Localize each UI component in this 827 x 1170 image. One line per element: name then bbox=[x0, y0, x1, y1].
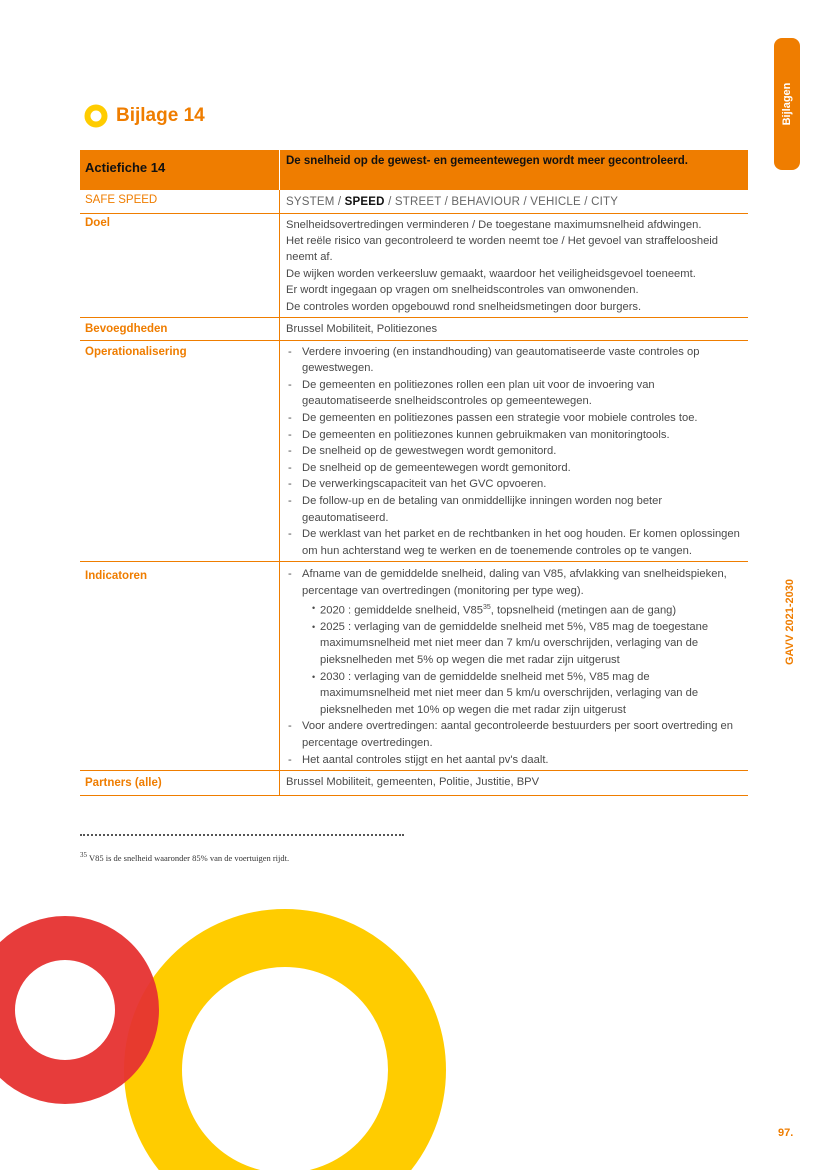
red-ring bbox=[0, 938, 137, 1082]
section-tab-label: Bijlagen bbox=[781, 82, 793, 126]
list-item: - Het aantal controles stijgt en het aantal pv's daalt. bbox=[286, 752, 742, 769]
list-item: - Verdere invoering (en instandhouding) van geautomatiseerde vaste controles op gewestwegen. bbox=[286, 344, 742, 377]
page-number: 97. bbox=[778, 1127, 794, 1139]
bevoegdheden-value: Brussel Mobiliteit, Politiezones bbox=[279, 318, 748, 340]
action-sheet-table bbox=[80, 150, 748, 796]
list-item: - De follow-up en de betaling van onmiddellijke inningen worden nog beter geautomatiseerd. bbox=[286, 493, 742, 526]
partners-label: Partners (alle) bbox=[85, 777, 162, 790]
partners-row bbox=[80, 771, 748, 796]
operationalisering-value bbox=[279, 341, 748, 562]
indicator-2020: 2020 : gemiddelde snelheid, V85 bbox=[320, 604, 483, 617]
indicator-main: - Afname van de gemiddelde snelheid, daling van V85, afvlakking van snelheidspieken, percentage van overtredingen (monitoring per type weg). bbox=[302, 568, 727, 597]
theme-list bbox=[279, 190, 748, 213]
action-sheet-number: Actiefiche 14 bbox=[85, 160, 166, 175]
operationalisering-label: Operationalisering bbox=[85, 345, 187, 358]
operationalisering-row bbox=[80, 341, 748, 563]
footnote bbox=[80, 851, 289, 863]
list-item: - De snelheid op de gewestwegen wordt gemonitord. bbox=[286, 443, 742, 460]
list-item: - De snelheid op de gemeentewegen wordt gemonitord. bbox=[286, 460, 742, 477]
bevoegdheden-row bbox=[80, 318, 748, 341]
doel-line: Er wordt ingegaan op vragen om snelheidscontroles van omwonenden. bbox=[286, 284, 639, 297]
table-header-row bbox=[80, 150, 748, 190]
indicatoren-value bbox=[279, 562, 748, 770]
footnote-ref[interactable]: 35 bbox=[482, 603, 491, 611]
theme-system: SYSTEM / bbox=[286, 196, 345, 208]
theme-speed-active: SPEED bbox=[344, 196, 385, 208]
list-item: - De gemeenten en politiezones passen een strategie voor mobiele controles toe. bbox=[286, 410, 742, 427]
footnote-divider bbox=[80, 834, 404, 836]
indicatoren-row bbox=[80, 562, 748, 771]
footnote-number: 35 bbox=[80, 851, 87, 859]
list-item: - De gemeenten en politiezones kunnen gebruikmaken van monitoringtools. bbox=[286, 427, 742, 444]
decorative-rings bbox=[0, 900, 460, 1170]
footnote-text: V85 is de snelheid waaronder 85% van de voertuigen rijdt. bbox=[87, 852, 290, 863]
page-title: Bijlage 14 bbox=[116, 105, 205, 126]
doel-line: Het reële risico van gecontroleerd te worden neemt toe / Het gevoel van straffeloosheid neemt af. bbox=[286, 235, 719, 264]
safe-label: SAFE SPEED bbox=[85, 194, 158, 206]
doel-row bbox=[80, 214, 748, 318]
list-item: • 2030 : verlaging van de gemiddelde snelheid met 5%, V85 mag de maximumsnelheid met niet meer dan 5 km/u overschrijden, verlaging van de pieksnelheden met 10% op wegen die met radar zijn uitgerust bbox=[312, 669, 742, 719]
partners-value: Brussel Mobiliteit, gemeenten, Politie, Justitie, BPV bbox=[279, 771, 748, 795]
plan-label: GAVV 2021-2030 bbox=[784, 578, 796, 666]
doel-line: De controles worden opgebouwd rond snelheidsmetingen door burgers. bbox=[286, 300, 642, 313]
list-item: - Voor andere overtredingen: aantal gecontroleerde bestuurders per soort overtreding en percentage overtredingen. bbox=[286, 718, 742, 751]
list-item bbox=[312, 600, 742, 619]
section-tab[interactable] bbox=[774, 38, 800, 170]
indicatoren-label: Indicatoren bbox=[85, 570, 147, 583]
page-title-block bbox=[84, 104, 205, 128]
list-item: - De verwerkingscapaciteit van het GVC opvoeren. bbox=[286, 476, 742, 493]
theme-row bbox=[80, 190, 748, 214]
bevoegdheden-label: Bevoegdheden bbox=[85, 323, 168, 336]
doel-line: Snelheidsovertredingen verminderen / De toegestane maximumsnelheid afdwingen. bbox=[286, 218, 702, 231]
list-item: - De gemeenten en politiezones rollen een plan uit voor de invoering van geautomatiseerde snelheidscontroles op gemeentewegen. bbox=[286, 377, 742, 410]
list-item: • 2025 : verlaging van de gemiddelde snelheid met 5%, V85 mag de toegestane maximumsnelheid met niet meer dan 7 km/u overschrijden, verlaging van de pieksnelheden met 5% op wegen die met radar zijn uitgerust bbox=[312, 619, 742, 669]
doel-label: Doel bbox=[85, 216, 110, 229]
doel-line: De wijken worden verkeersluw gemaakt, waardoor het veiligheidsgevoel toeneemt. bbox=[286, 267, 696, 280]
list-item: - De werklast van het parket en de rechtbanken in het oog houden. Er komen oplossingen om hun achterstand weg te werken en de toenemende controles op te vangen. bbox=[286, 526, 742, 559]
action-sheet-title: De snelheid op de gewest- en gemeentewegen wordt meer gecontroleerd. bbox=[279, 150, 748, 190]
list-item bbox=[286, 566, 742, 718]
yellow-ring bbox=[153, 938, 417, 1170]
orange-ring-icon bbox=[84, 104, 108, 128]
doel-value bbox=[279, 214, 748, 317]
theme-rest: / STREET / BEHAVIOUR / VEHICLE / CITY bbox=[384, 196, 619, 208]
indicator-2020-rest: , topsnelheid (metingen aan de gang) bbox=[490, 604, 677, 617]
